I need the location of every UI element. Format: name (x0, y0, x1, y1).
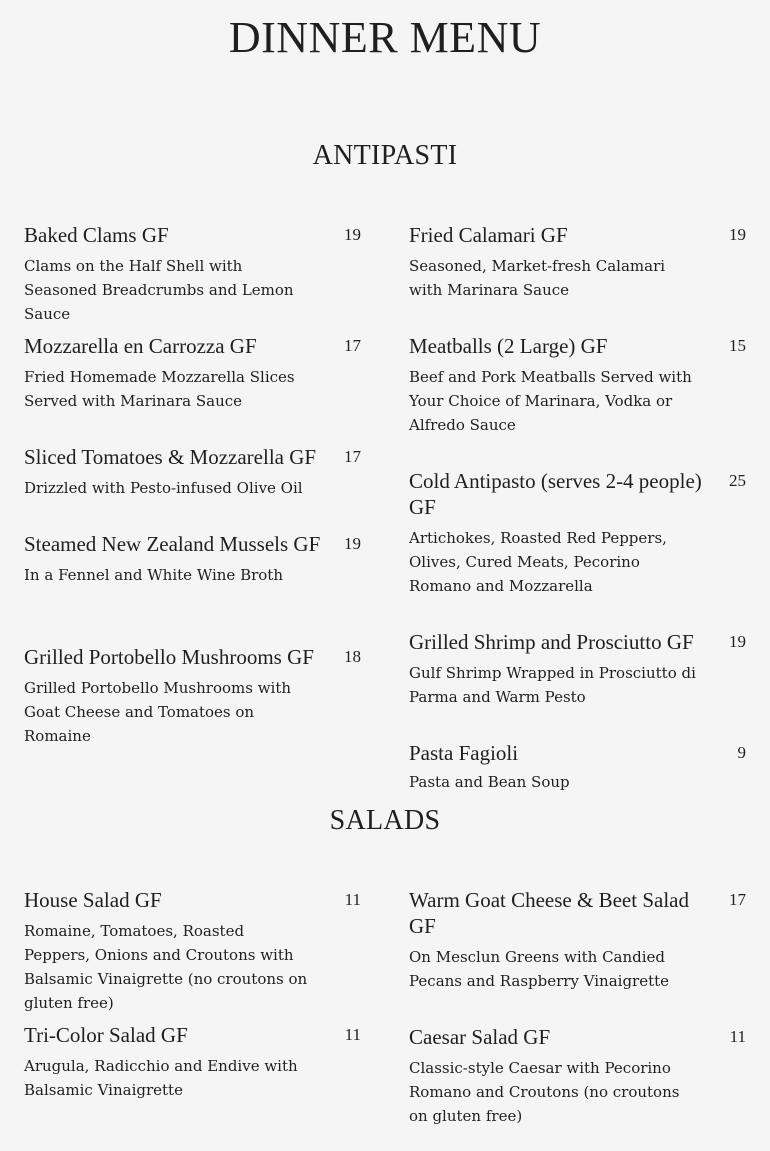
item-description: Artichokes, Roasted Red Peppers, Olives, Cured Meats, Pecorino Romano and Mozzarella (409, 529, 667, 595)
item-description: Drizzled with Pesto-infused Olive Oil (24, 479, 303, 497)
item-description: Classic-style Caesar with Pecorino Romano and Croutons (no croutons on gluten free) (409, 1059, 680, 1125)
page-title: DINNER MENU (228, 13, 542, 62)
menu-item (24, 222, 361, 326)
item-name: Warm Goat Cheese & Beet Salad GF (409, 888, 689, 938)
item-description: On Mesclun Greens with Candied Pecans and Raspberry Vinaigrette (409, 948, 670, 990)
menu-item (24, 644, 361, 748)
menu-item (24, 1022, 361, 1102)
item-description: Pasta and Bean Soup (409, 773, 570, 791)
item-description: Grilled Portobello Mushrooms with Goat Cheese and Tomatoes on Romaine (24, 679, 292, 745)
item-price: 19 (344, 225, 361, 244)
item-description: Clams on the Half Shell with Seasoned Breadcrumbs and Lemon Sauce (24, 257, 294, 323)
menu-item (409, 222, 746, 302)
item-name: Tri-Color Salad GF (24, 1023, 188, 1047)
item-price: 18 (344, 647, 361, 666)
item-name: Steamed New Zealand Mussels GF (24, 532, 321, 556)
menu-item (409, 468, 746, 598)
menu-item (24, 333, 361, 413)
item-name: Caesar Salad GF (409, 1025, 551, 1049)
item-price: 19 (729, 225, 746, 244)
item-description: Romaine, Tomatoes, Roasted Peppers, Onions and Croutons with Balsamic Vinaigrette (no croutons on gluten free) (24, 922, 308, 1012)
item-price: 19 (344, 534, 361, 553)
item-price: 11 (344, 890, 361, 909)
item-name: Grilled Shrimp and Prosciutto GF (409, 630, 694, 654)
item-description: Seasoned, Market-fresh Calamari with Marinara Sauce (409, 257, 666, 299)
menu-item (24, 887, 361, 1015)
item-name: Grilled Portobello Mushrooms GF (24, 645, 314, 669)
item-price: 17 (344, 447, 361, 466)
item-price: 9 (737, 743, 746, 762)
item-description: Beef and Pork Meatballs Served with Your Choice of Marinara, Vodka or Alfredo Sauce (409, 368, 692, 434)
section-title-antipasti: ANTIPASTI (312, 140, 458, 171)
item-name: Pasta Fagioli (409, 741, 519, 765)
item-price: 17 (344, 336, 361, 355)
menu-item (24, 444, 361, 500)
item-description: In a Fennel and White Wine Broth (24, 566, 283, 584)
item-name: Fried Calamari GF (409, 223, 568, 247)
item-price: 11 (729, 1027, 746, 1046)
item-price: 15 (729, 336, 746, 355)
item-description: Arugula, Radicchio and Endive with Balsamic Vinaigrette (24, 1057, 298, 1099)
menu-item (409, 887, 746, 993)
menu-item (409, 740, 746, 794)
item-name: Cold Antipasto (serves 2-4 people) GF (409, 469, 702, 519)
item-name: Sliced Tomatoes & Mozzarella GF (24, 445, 317, 469)
item-name: Mozzarella en Carrozza GF (24, 334, 257, 358)
menu-item (409, 1024, 746, 1128)
item-price: 11 (344, 1025, 361, 1044)
item-description: Fried Homemade Mozzarella Slices Served with Marinara Sauce (24, 368, 295, 410)
section-title-salads: SALADS (329, 805, 441, 836)
item-price: 19 (729, 632, 746, 651)
item-description: Gulf Shrimp Wrapped in Prosciutto di Parma and Warm Pesto (409, 664, 696, 706)
item-name: Meatballs (2 Large) GF (409, 334, 608, 358)
item-name: Baked Clams GF (24, 223, 169, 247)
item-price: 17 (729, 890, 746, 909)
menu-item (409, 629, 746, 709)
menu-item (24, 531, 361, 587)
menu-item (409, 333, 746, 437)
item-name: House Salad GF (24, 888, 162, 912)
item-price: 25 (729, 471, 746, 490)
